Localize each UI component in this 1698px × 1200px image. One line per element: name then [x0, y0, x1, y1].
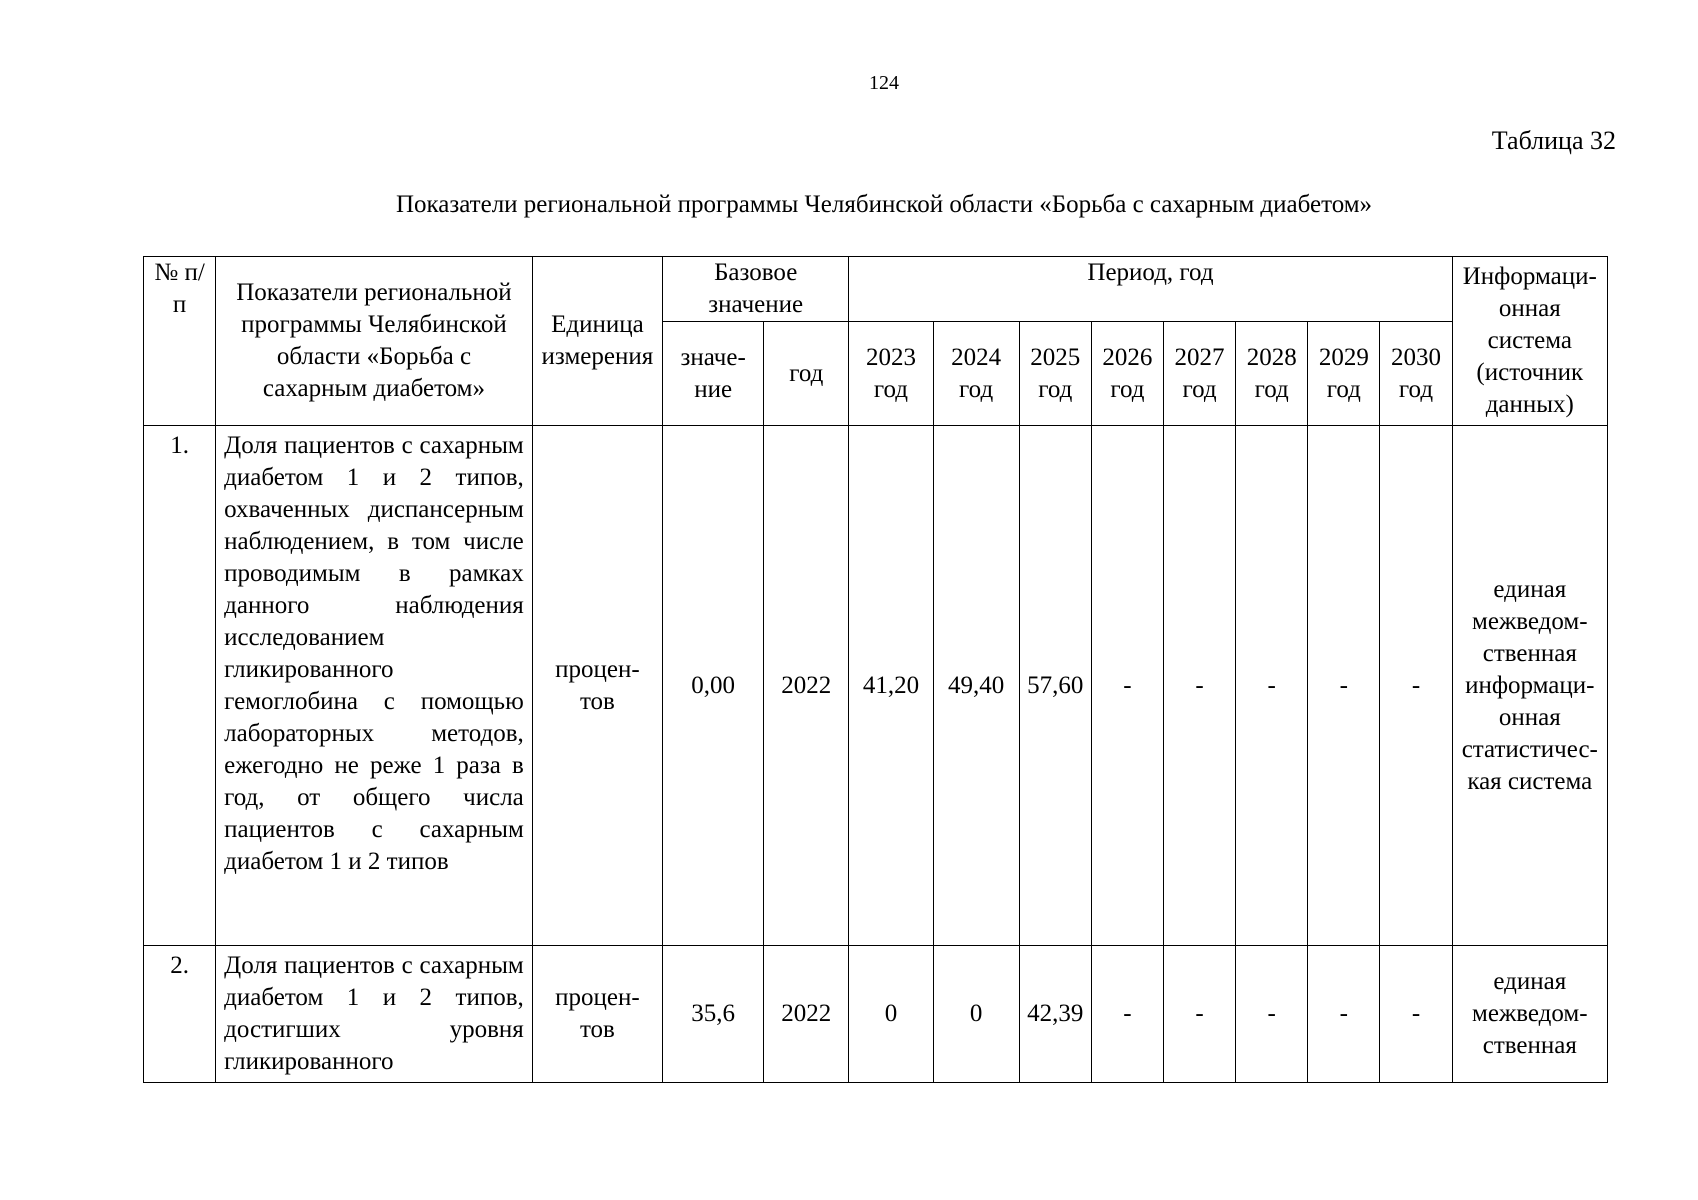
row-base-value: 0,00 — [663, 426, 764, 946]
row-unit: процен-тов — [532, 426, 662, 946]
table-row — [144, 426, 1608, 946]
row-info: единая межведом-ственная информаци-онная статистичес-кая система — [1452, 426, 1607, 946]
table-label: Таблица 32 — [1491, 126, 1616, 155]
header-info: Информаци-онная система (источник данных) — [1452, 257, 1607, 426]
header-indicator: Показатели региональной программы Челябинской области «Борьба с сахарным диабетом» — [216, 257, 533, 426]
row-unit: процен-тов — [532, 946, 662, 1083]
header-year: 2028 год — [1236, 322, 1308, 426]
header-base-value: значе-ние — [663, 322, 764, 426]
row-year-value: - — [1163, 946, 1235, 1083]
indicators-table — [143, 256, 1608, 1083]
row-year-value: - — [1236, 426, 1308, 946]
row-year-value: - — [1380, 426, 1452, 946]
row-year-value: - — [1163, 426, 1235, 946]
row-year-value: - — [1308, 426, 1380, 946]
header-year: 2025 год — [1019, 322, 1091, 426]
header-num: № п/п — [144, 257, 216, 426]
row-year-value: 0 — [933, 946, 1019, 1083]
row-indicator: Доля пациентов с сахарным диабетом 1 и 2 типов, охваченных диспансерным наблюдением, в том числе проводимым в рамках данного наблюдения исследованием гликированного гемоглобина с помощью лабораторных методов, ежегодно не реже 1 раза в год, от общего числа пациентов с сахарным диабетом 1 и 2 типов — [216, 426, 533, 946]
header-base-year: год — [764, 322, 849, 426]
header-year: 2023 год — [849, 322, 933, 426]
header-row-1 — [144, 257, 1608, 322]
header-year: 2029 год — [1308, 322, 1380, 426]
row-base-year: 2022 — [764, 946, 849, 1083]
row-year-value: 41,20 — [849, 426, 933, 946]
row-year-value: - — [1236, 946, 1308, 1083]
row-year-value: - — [1091, 946, 1163, 1083]
row-indicator: Доля пациентов с сахарным диабетом 1 и 2 типов, достигших уровня гликированного — [216, 946, 533, 1083]
document-title: Показатели региональной программы Челябинской области «Борьба с сахарным диабетом» — [395, 191, 1373, 218]
header-year: 2024 год — [933, 322, 1019, 426]
row-num: 2. — [144, 946, 216, 1083]
row-num: 1. — [144, 426, 216, 946]
row-year-value: 42,39 — [1019, 946, 1091, 1083]
header-year: 2026 год — [1091, 322, 1163, 426]
row-base-year: 2022 — [764, 426, 849, 946]
header-year: 2027 год — [1163, 322, 1235, 426]
header-year: 2030 год — [1380, 322, 1452, 426]
row-year-value: - — [1308, 946, 1380, 1083]
header-period: Период, год — [849, 257, 1452, 322]
row-year-value: - — [1380, 946, 1452, 1083]
row-year-value: 0 — [849, 946, 933, 1083]
row-year-value: 49,40 — [933, 426, 1019, 946]
header-base: Базовое значение — [663, 257, 849, 322]
row-info: единая межведом-ственная — [1452, 946, 1607, 1083]
table-row — [144, 946, 1608, 1083]
row-year-value: 57,60 — [1019, 426, 1091, 946]
header-unit: Единица измерения — [532, 257, 662, 426]
page-number: 124 — [869, 72, 899, 94]
row-year-value: - — [1091, 426, 1163, 946]
row-base-value: 35,6 — [663, 946, 764, 1083]
